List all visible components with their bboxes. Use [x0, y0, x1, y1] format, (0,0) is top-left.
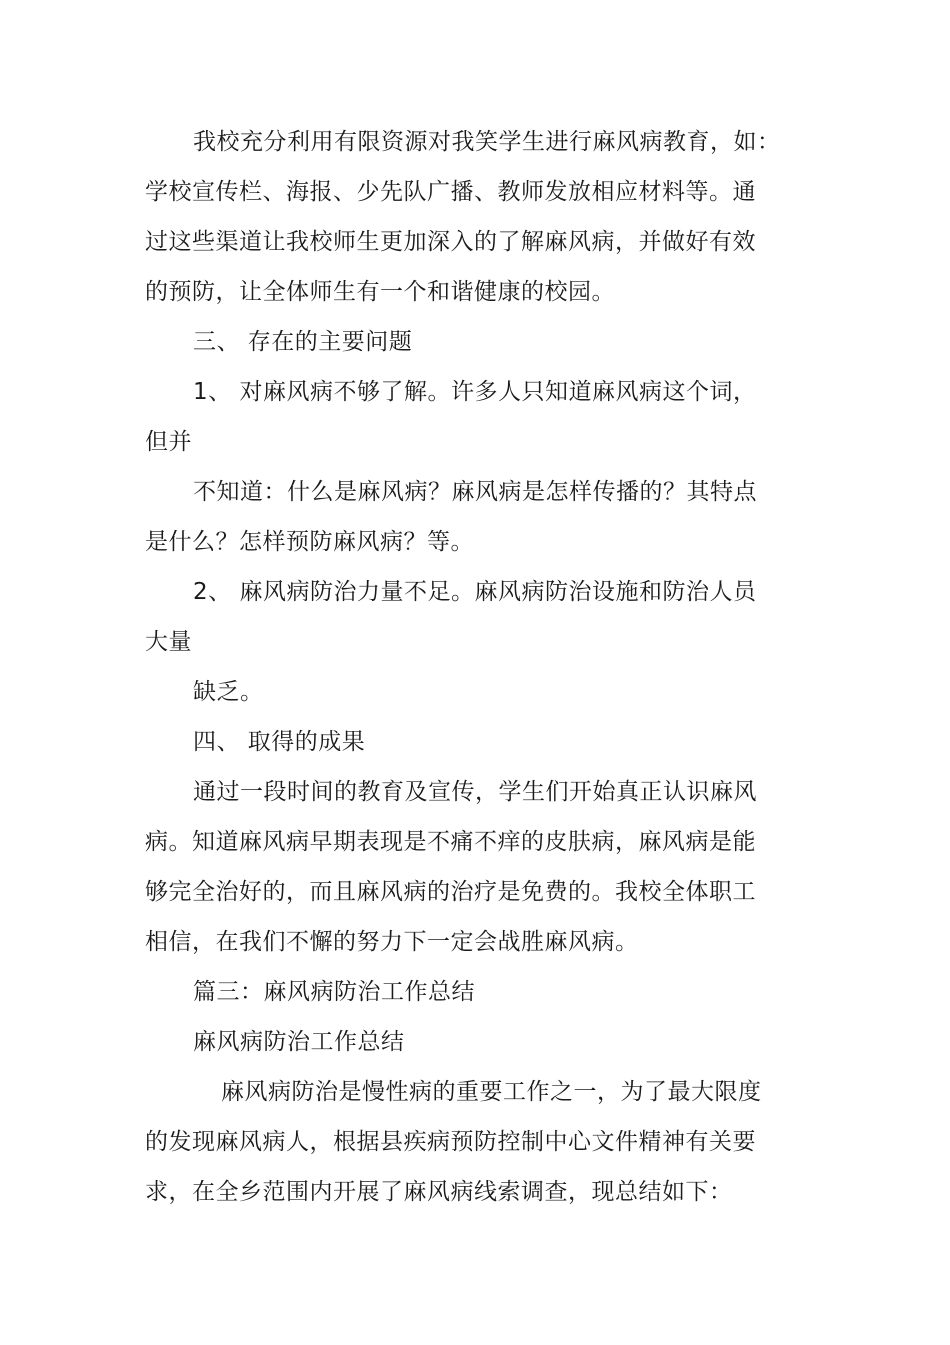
paragraph-line: 我校充分利用有限资源对我笑学生进行麻风病教育，如： — [193, 129, 781, 155]
paragraph-line: 过这些渠道让我校师生更加深入的了解麻风病，并做好有效 — [145, 229, 756, 255]
section-heading: 三、 存在的主要问题 — [193, 329, 413, 355]
chapter-title: 篇三：麻风病防治工作总结 — [193, 979, 475, 1005]
paragraph-line: 的发现麻风病人，根据县疾病预防控制中心文件精神有关要 — [145, 1129, 756, 1155]
paragraph-line: 的预防，让全体师生有一个和谐健康的校园。 — [145, 279, 615, 305]
paragraph-line: 但并 — [145, 429, 192, 455]
paragraph-line: 通过一段时间的教育及宣传，学生们开始真正认识麻风 — [193, 779, 757, 805]
paragraph-line: 学校宣传栏、海报、少先队广播、教师发放相应材料等。通 — [145, 179, 756, 205]
paragraph-line: 大量 — [145, 629, 192, 655]
paragraph-line: 麻风病防治是慢性病的重要工作之一，为了最大限度 — [221, 1079, 762, 1105]
section-title: 麻风病防治工作总结 — [193, 1029, 405, 1055]
paragraph-line: 求，在全乡范围内开展了麻风病线索调查，现总结如下： — [145, 1179, 733, 1205]
paragraph-line: 相信，在我们不懈的努力下一定会战胜麻风病。 — [145, 929, 639, 955]
paragraph-line: 不知道：什么是麻风病？麻风病是怎样传播的？其特点 — [193, 479, 757, 505]
paragraph-line: 够完全治好的，而且麻风病的治疗是免费的。我校全体职工 — [145, 879, 756, 905]
paragraph-line: 缺乏。 — [193, 679, 264, 705]
list-item: 1、 对麻风病不够了解。许多人只知道麻风病这个词， — [193, 379, 757, 405]
list-item: 2、 麻风病防治力量不足。麻风病防治设施和防治人员 — [193, 579, 757, 605]
paragraph-line: 是什么？怎样预防麻风病？等。 — [145, 529, 474, 555]
section-heading: 四、 取得的成果 — [193, 729, 366, 755]
paragraph-line: 病。知道麻风病早期表现是不痛不痒的皮肤病，麻风病是能 — [145, 829, 756, 855]
